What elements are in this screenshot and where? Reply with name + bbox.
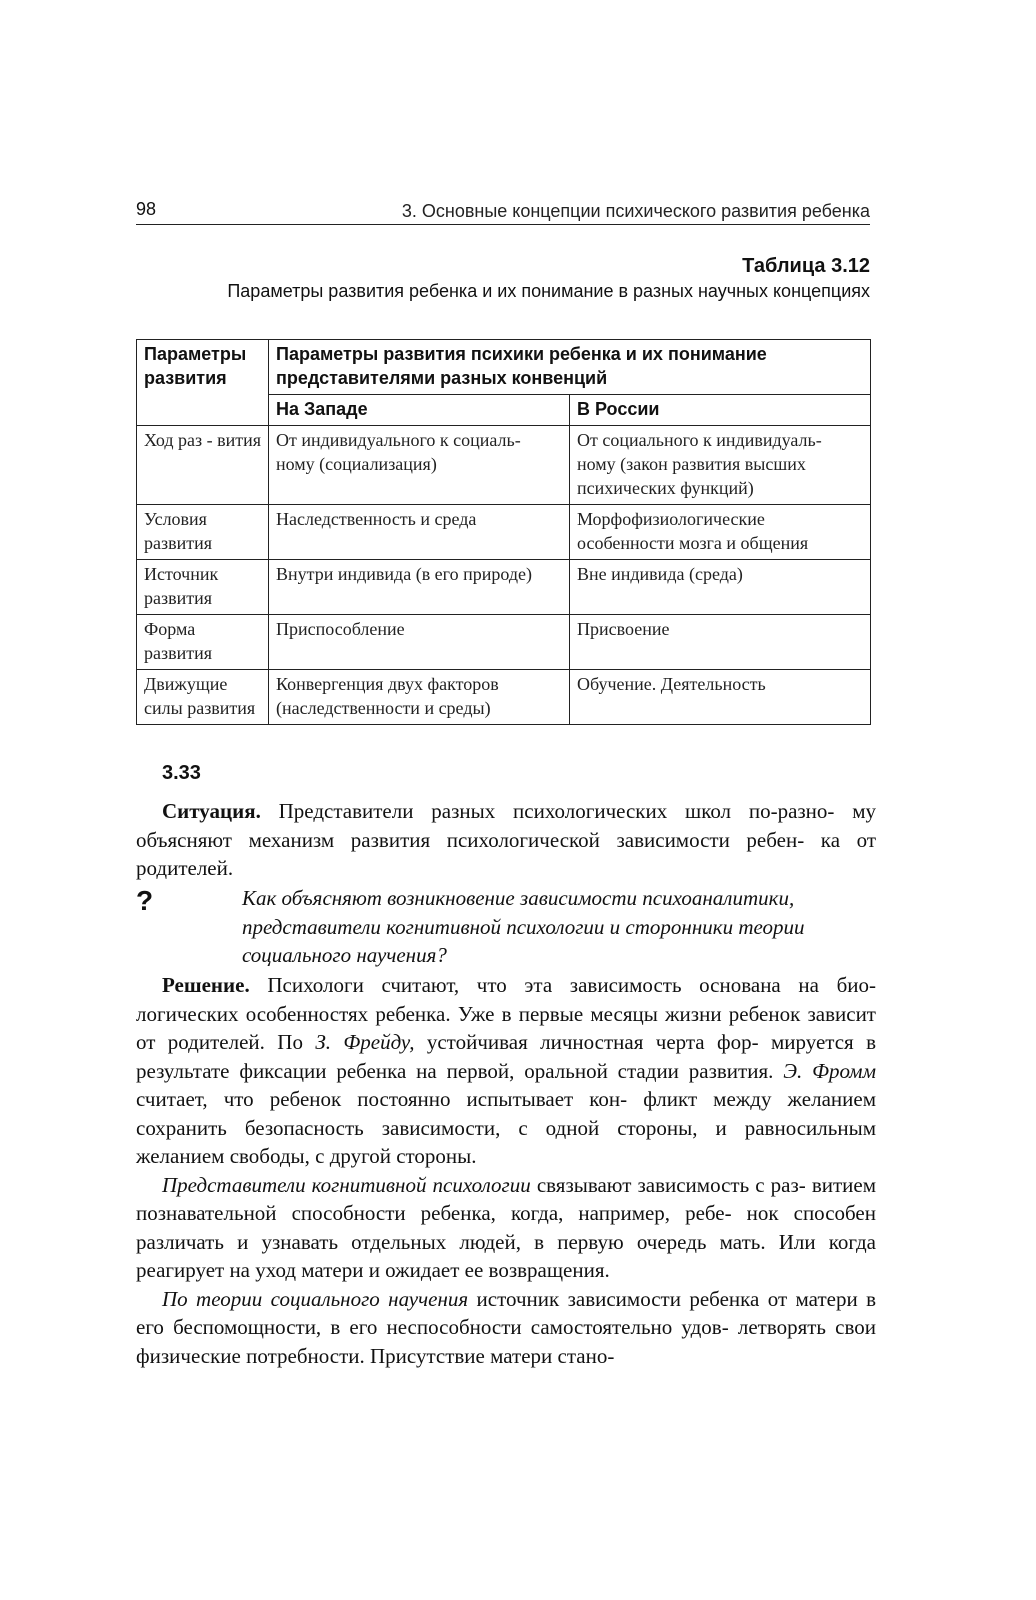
question-block (136, 884, 876, 970)
solution-part-b: устойчивая личностная черта фор- мируется в результате фиксации ребенка на первой, оральной стадии развития. (136, 1030, 877, 1083)
cell-west: Конвергенция двух факторов (наследственности и среды) (269, 670, 570, 725)
table-header-row (137, 340, 871, 395)
cell-west: Внутри индивида (в его природе) (269, 560, 570, 615)
social-paragraph (136, 1285, 876, 1371)
header-params: Параметры развития (137, 340, 269, 426)
table-row (137, 670, 871, 725)
table-title (136, 279, 870, 303)
page-number: 98 (136, 199, 157, 219)
situation-lead: Ситуация. (162, 799, 261, 823)
table-number: Таблица 3.12 (742, 255, 870, 277)
table-title-text: Параметры развития ребенка и их понимание в разных научных концепциях (227, 281, 870, 301)
section-number: 3.33 (162, 762, 201, 784)
cell-west: Приспособление (269, 615, 570, 670)
social-text: источник зависимости ребенка от матери в его беспомощности, в его неспособности самостоятельно удов- летворять свои физические потребности. Присутствие матери стано- (136, 1286, 876, 1368)
cell-param: Источник развития (137, 560, 269, 615)
cell-param: Движущие силы развития (137, 670, 269, 725)
header-west: На Западе (269, 395, 570, 426)
cell-west: Наследственность и среда (269, 505, 570, 560)
cognitive-lead: Представители когнитивной психологии (162, 1172, 531, 1197)
cell-russia: Обучение. Деятельность (570, 670, 871, 725)
situation-paragraph (136, 797, 876, 883)
freud-name: З. Фрейду, (315, 1030, 415, 1054)
situation-text: Представители разных психологических школ по-разно- му объясняют механизм развития психологической зависимости ребен- ка от родителей. (136, 799, 876, 880)
question-icon: ? (136, 885, 154, 916)
cognitive-paragraph (136, 1171, 876, 1285)
header-russia: В России (570, 395, 871, 426)
running-head (136, 194, 870, 225)
solution-part-a: Психологи считают, что эта зависимость основана на био- логических особенностях ребенка. Уже в первые месяцы жизни ребенок зависит от родителей. По (136, 973, 876, 1054)
cell-russia: От социального к индивидуаль- ному (закон развития высших психических функций) (570, 426, 871, 505)
chapter-title: 3. Основные концепции психического развития ребенка (401, 201, 870, 221)
table-row (137, 560, 871, 615)
cell-russia: Вне индивида (среда) (570, 560, 871, 615)
solution-text (136, 971, 876, 1370)
fromm-name: Э. Фромм (783, 1058, 876, 1083)
solution-paragraph (136, 971, 876, 1171)
cell-param: Условия развития (137, 505, 269, 560)
table-row (137, 615, 871, 670)
parameters-table (136, 339, 871, 725)
table-row (137, 426, 871, 505)
cell-param: Форма развития (137, 615, 269, 670)
table-caption (136, 253, 870, 303)
cognitive-text: связывают зависимость с раз- витием познавательной способности ребенка, когда, например, ребе- нок способен различать и узнавать отдельных людей, в первую очередь мать. Или когда реагирует на уход матери и ожидает ее возвращения. (136, 1172, 876, 1282)
solution-part-c: считает, что ребенок постоянно испытывает кон- фликт между желанием сохранить безопасность зависимости, с одной стороны, и равносильным желанием свободы, с другой стороны. (136, 1087, 876, 1168)
cell-russia: Морфофизиологические особенности мозга и общения (570, 505, 871, 560)
cell-west: От индивидуального к социаль- ному (социализация) (269, 426, 570, 505)
question-text: Как объясняют возникновение зависимости психоаналитики, представители когнитивной психологии и сторонники теории социального научения? (242, 886, 805, 967)
solution-lead: Решение. (162, 973, 250, 997)
cell-russia: Присвоение (570, 615, 871, 670)
header-span: Параметры развития психики ребенка и их понимание представителями разных конвенций (269, 340, 871, 395)
cell-param: Ход раз - вития (137, 426, 269, 505)
table-row (137, 505, 871, 560)
social-lead: По теории социального научения (162, 1286, 469, 1311)
